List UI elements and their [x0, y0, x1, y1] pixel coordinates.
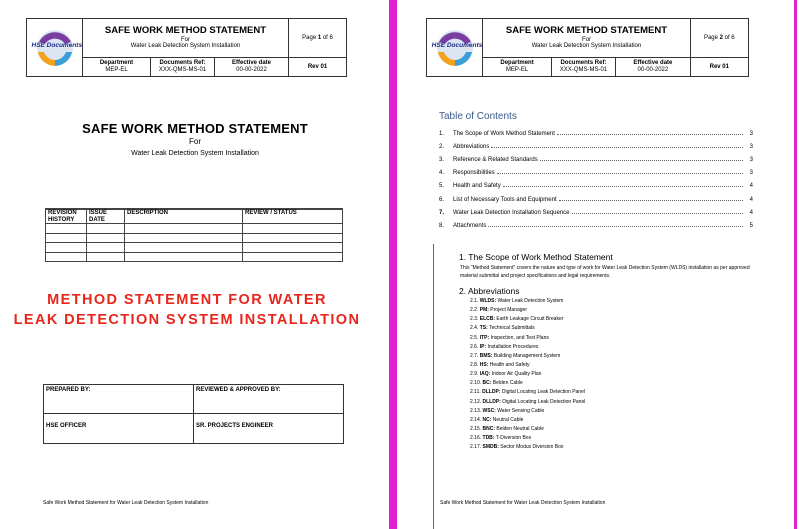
- page1-title: SAFE WORK METHOD STATEMENT: [82, 121, 308, 136]
- toc-title: Table of Contents: [439, 111, 517, 122]
- list-item: 2.1. WLDS: Water Leak Detection System: [470, 298, 564, 304]
- effective-date-cell: Effective date 00-00-2022: [616, 58, 690, 77]
- header-for: For: [581, 36, 591, 43]
- effective-date-cell: Effective date 00-00-2022: [215, 58, 289, 77]
- list-item: 2.8. HS: Health and Safety: [470, 361, 530, 368]
- hse-documents-logo: [431, 28, 483, 68]
- list-item: 2.9. IAQ: Indoor Air Quality Plan: [470, 371, 542, 378]
- revision-cell: Rev 01: [690, 58, 748, 77]
- header-page-number: Page 1 of 6: [289, 19, 347, 58]
- sr-engineer-cell: SR. PROJECTS ENGINEER: [194, 414, 344, 444]
- revision-history-table: [45, 208, 343, 262]
- toc-item[interactable]: 1. The Scope of Work Method Statement 3: [439, 131, 753, 138]
- document-header-table-2: [426, 18, 749, 77]
- reviewed-by-cell: REVIEWED & APPROVED BY:: [194, 385, 344, 414]
- revision-header-status: REVIEW / STATUS: [243, 209, 343, 224]
- signature-table: [43, 384, 344, 444]
- list-item: 2.17. SMDB: Sector Modus Diversion Box: [470, 444, 564, 451]
- list-item: 2.11. DLLDP: Digital Locating Leak Detection Panel: [470, 389, 585, 396]
- list-item: 2.16. TDB: T-Diversion Box: [470, 435, 532, 442]
- table-row: [46, 243, 343, 253]
- prepared-by-cell: PREPARED BY:: [44, 385, 194, 414]
- department-cell: Department MEP-EL: [483, 58, 551, 77]
- hse-documents-logo: [31, 28, 83, 68]
- table-row: [46, 224, 343, 234]
- revision-header-history: REVISION HISTORY: [46, 209, 87, 224]
- toc-item[interactable]: 6. List of Necessary Tools and Equipment 4: [439, 196, 753, 203]
- docref-cell: Documents Ref: XXX-QMS-MS-01: [151, 58, 215, 77]
- list-item: 2.14. NC: Neutral Cable: [470, 416, 524, 423]
- method-statement-red-title: METHOD STATEMENT FOR WATER LEAK DETECTION SYSTEM INSTALLATION: [13, 292, 361, 328]
- list-item: 2.7. BMS: Building Management System: [470, 352, 561, 359]
- list-item: 2.5. ITP: Inspection, and Test Plans: [470, 334, 549, 341]
- list-item: 2.15. BNC: Belden Neutral Cable: [470, 425, 544, 432]
- table-row: [46, 252, 343, 262]
- list-item: 2.2. PM: Project Manager: [470, 307, 527, 314]
- list-item: 2.10. BC: Belden Cable: [470, 380, 523, 387]
- docref-cell: Documents Ref: XXX-QMS-MS-01: [551, 58, 615, 77]
- revision-header-issue-date: ISSUE DATE: [87, 209, 125, 224]
- section-1-heading: 1. The Scope of Work Method Statement: [459, 252, 613, 262]
- toc-item[interactable]: 3. Reference & Related Standards 3: [439, 157, 753, 164]
- abbreviations-list: [470, 297, 585, 452]
- toc-item[interactable]: 8. Attachments 5: [439, 222, 753, 229]
- table-row: [46, 233, 343, 243]
- toc-item[interactable]: 4. Responsibilities 3: [439, 170, 753, 177]
- hse-officer-cell: HSE OFFICER: [44, 414, 194, 444]
- header-subtitle: Water Leak Detection System Installation: [531, 43, 642, 50]
- page1-subtitle: Water Leak Detection System Installation: [131, 150, 259, 157]
- document-header-table: [26, 18, 347, 77]
- logo-cell: [27, 19, 83, 77]
- table-of-contents: [439, 124, 753, 229]
- list-item: 2.4. TS: Technical Submittals: [470, 325, 535, 332]
- header-title-cell: [83, 19, 289, 58]
- header-page-number: Page 2 of 6: [690, 19, 748, 58]
- revision-header-description: DESCRIPTION: [125, 209, 243, 224]
- list-item: 2.12. DLLDP: Digital Locating Leak Detection Panel: [470, 398, 586, 405]
- list-item: 2.3. ELCB: Earth Leakage Circuit Breaker: [470, 316, 564, 323]
- logo-text: HSE Documents: [431, 41, 483, 49]
- header-title: SAFE WORK METHOD STATEMENT: [505, 24, 668, 36]
- toc-item[interactable]: 2. Abbreviations 3: [439, 144, 753, 151]
- logo-cell: [427, 19, 483, 77]
- page1-footer: Safe Work Method Statement for Water Leak Detection System Installation: [43, 500, 209, 506]
- toc-item[interactable]: 5. Health and Safety 4: [439, 183, 753, 190]
- toc-item[interactable]: 7. Water Leak Detection Installation Sequence 4: [439, 209, 753, 216]
- list-item: 2.6. IP: Installation Procedures: [470, 343, 539, 350]
- page2-footer: Safe Work Method Statement for Water Leak Detection System Installation: [440, 500, 606, 506]
- revision-cell: Rev 01: [289, 58, 347, 77]
- list-item: 2.13. WSC: Water Sensing Cable: [470, 407, 545, 414]
- logo-text: HSE Documents: [31, 41, 83, 49]
- document-page-1: [0, 0, 390, 529]
- header-subtitle: Water Leak Detection System Installation: [130, 43, 241, 50]
- page-divider: [389, 0, 397, 529]
- right-page-border: [794, 0, 797, 529]
- header-title-cell: [483, 19, 690, 58]
- section-1-text: This "Method Statement" covers the nature and type of work for Water Leak Detection System (WLDS) installation as per approved material submittal and project specifications and legal requirements.: [460, 265, 750, 279]
- page1-for: For: [189, 137, 201, 146]
- section-2-heading: 2. Abbreviations: [459, 286, 520, 296]
- header-title: SAFE WORK METHOD STATEMENT: [104, 24, 267, 36]
- header-for: For: [181, 36, 190, 43]
- department-cell: Department MEP-EL: [83, 58, 151, 77]
